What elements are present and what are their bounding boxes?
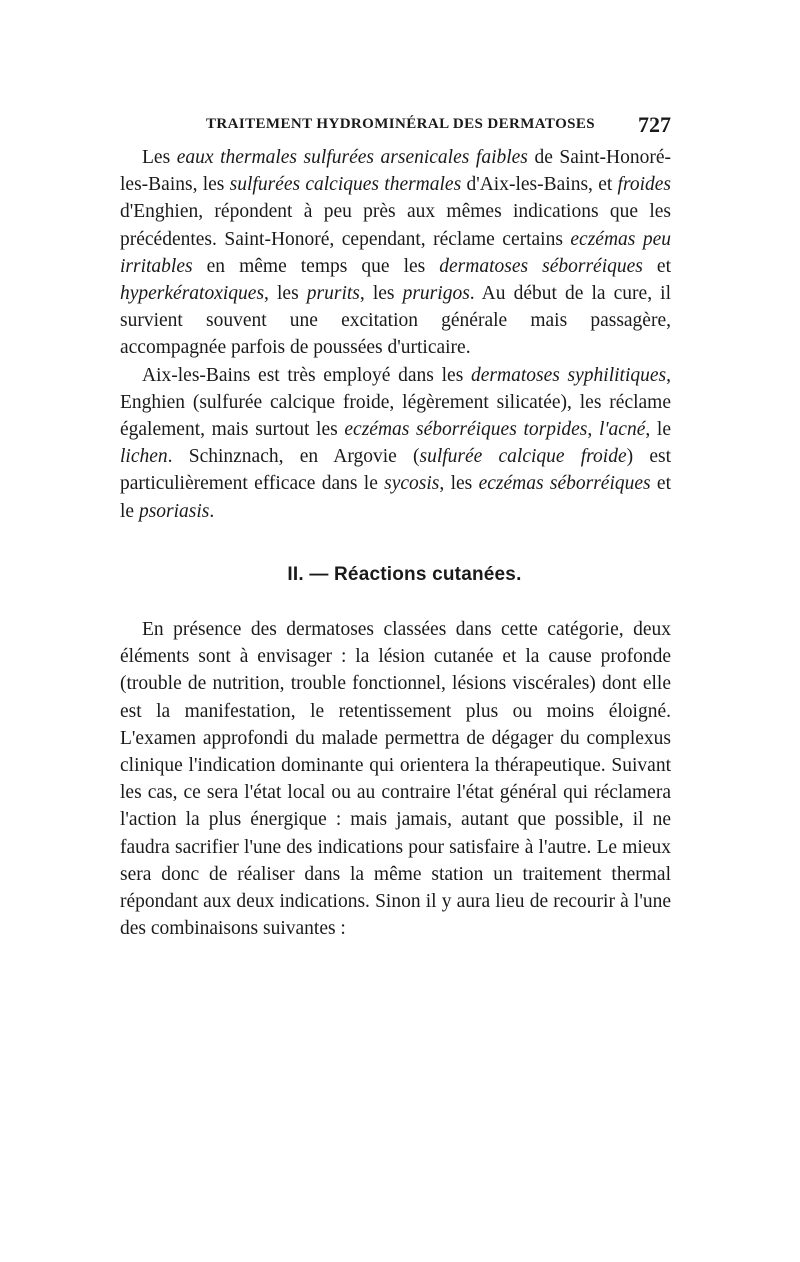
text-run: de Saint-Honoré-les-Bains, les xyxy=(120,147,671,196)
text-run: , Enghien (sulfurée calcique froide, légèrement silicatée), les réclame également, mais surtout les xyxy=(120,364,671,441)
text-run: , xyxy=(587,419,599,441)
italic-term: sycosis xyxy=(384,473,440,495)
italic-term: prurigos xyxy=(402,283,470,305)
italic-term: prurits xyxy=(306,283,360,305)
text-run: . xyxy=(209,500,215,522)
italic-term: sulfurées calciques thermales xyxy=(229,174,462,196)
text-run: , le xyxy=(645,419,671,441)
italic-term: froides xyxy=(617,174,671,196)
text-run: en même temps que les xyxy=(192,255,440,277)
text-run: . Au début de la cure, il survient souvent une excitation générale mais passagère, accompagnée parfois de poussées d'urticaire. xyxy=(120,283,671,359)
running-head xyxy=(120,110,671,144)
paragraph-thermal-waters xyxy=(120,144,671,362)
text-run: ) est particulièrement efficace dans le xyxy=(120,446,671,495)
text-run: et xyxy=(642,255,671,277)
italic-term: lichen xyxy=(120,446,168,468)
italic-term: eczémas peu irritables xyxy=(120,228,671,277)
paragraph-cutaneous-reactions: En présence des dermatoses classées dans cette catégorie, deux éléments sont à envisager : la lésion cutanée et la cause profonde (trouble de nutrition, trouble fonctionnel, lésions viscérales) dont elle est la manifestation, le retentissement plus ou moins éloigné. L'examen approfondi du malade permettra de dégager du complexus clinique l'indication dominante qui orientera la thérapeutique. Suivant les cas, ce sera l'état local ou au contraire l'état général qui réclamera l'action la plus énergique : mais jamais, autant que possible, il ne faudra sacrifier l'une des indications pour satisfaire à l'autre. Le mieux sera donc de réaliser dans la même station un traitement thermal répondant aux deux indications. Sinon il y aura lieu de recourir à l'une des combinaisons suivantes : xyxy=(120,619,671,940)
text-run: et le xyxy=(120,473,671,522)
text-run: Les xyxy=(142,147,177,168)
page-number: 727 xyxy=(638,112,671,137)
text-run: , les xyxy=(359,283,403,305)
body-text xyxy=(120,144,671,942)
italic-term: eaux thermales sulfurées arsenicales faibles xyxy=(176,147,528,168)
italic-term: hyperkératoxiques xyxy=(120,283,265,305)
section-heading: II. — Réactions cutanées. xyxy=(287,563,522,585)
italic-term: dermatoses séborréiques xyxy=(439,255,643,277)
text-run: , les xyxy=(264,283,307,305)
italic-term: eczémas séborréiques torpides xyxy=(344,419,588,441)
text-run: d'Aix-les-Bains, et xyxy=(461,174,618,196)
text-run: d'Enghien, répondent à peu près aux mêmes indications que les précédentes. Saint-Honoré, cependant, réclame certains xyxy=(120,201,671,250)
italic-term: l'acné xyxy=(598,419,646,441)
italic-term: eczémas séborréiques xyxy=(478,473,651,495)
italic-term: psoriasis xyxy=(138,500,210,522)
text-run: , les xyxy=(439,473,479,495)
paragraph-aix-les-bains xyxy=(120,362,671,525)
italic-term: dermatoses syphilitiques xyxy=(471,364,667,386)
text-run: . Schinznach, en Argovie ( xyxy=(167,446,420,468)
text-run: Aix-les-Bains est très employé dans les xyxy=(142,364,471,386)
italic-term: sulfurée calcique froide xyxy=(419,446,627,468)
running-title: TRAITEMENT HYDROMINÉRAL DES DERMATOSES xyxy=(206,116,596,132)
book-page xyxy=(120,110,671,942)
